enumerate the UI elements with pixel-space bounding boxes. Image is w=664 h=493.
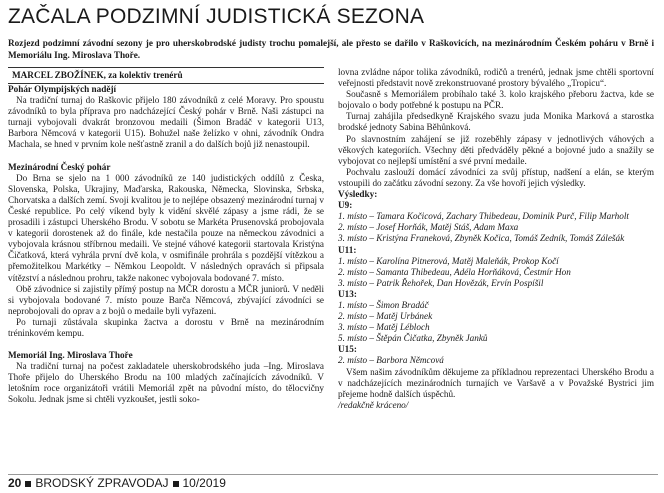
results-line: 1. místo – Šimon Bradáč <box>338 299 429 310</box>
results-line: 3. místo – Patrik Řehořek, Dan Hovězák, Ervín Pospíšil <box>338 277 544 288</box>
paragraph: Pochvalu zaslouží domácí závodníci za svůj přístup, nadšení a elán, se kterým vstoupili do začátku závodní sezony. Za vše hovoří jejich výsledky. <box>338 166 654 188</box>
results-line: 1. místo – Tamara Kočicová, Zachary Thibedeau, Dominik Purč, Filip Marholt <box>338 211 629 222</box>
editor-note: /redakčně kráceno/ <box>338 399 409 410</box>
magazine-name: BRODSKÝ ZPRAVODAJ <box>35 476 169 490</box>
results-line: 3. místo – Kristýna Franeková, Zbyněk Kočica, Tomáš Zedník, Tomáš Zálešák <box>338 233 625 244</box>
section-heading-cesky-pohar: Mezinárodní Český pohár <box>8 161 111 172</box>
results-category: U13: <box>338 288 357 299</box>
paragraph: Na tradiční turnaj na počest zakladatele uherskobrodského juda –Ing. Miroslava Thoře přijelo do Uherského Brodu na 100 mladých začínajících závodníků. V letošním roce organizátoři vrátili Memoriál zpět na původní místo, do tělocvičny Sokolu. Jednak jsme si chtěli vyzkoušet, jestli soko- <box>8 361 324 405</box>
paragraph: Po turnaji zůstávala skupinka žactva a dorostu v Brně na mezinárodním tréninkovém kempu. <box>8 316 324 338</box>
results-line: 1. místo – Karolína Pitnerová, Matěj Maleňák, Prokop Kočí <box>338 255 559 266</box>
results-line: 2. místo – Josef Horňák, Matěj Stáš, Adam Maxa <box>338 222 519 233</box>
page-number: 20 <box>8 476 22 490</box>
spacer <box>8 339 324 350</box>
section-heading-memorial: Memoriál Ing. Miroslava Thoře <box>8 350 133 361</box>
spacer <box>8 151 324 162</box>
results-category: U15: <box>338 344 357 355</box>
author-line: MARCEL ZBOŽÍNEK, za kolektiv trenérů <box>8 67 324 84</box>
right-column <box>338 67 654 411</box>
results-line: 2. místo – Barbora Němcová <box>338 355 444 366</box>
paragraph: Současně s Memoriálem probíhalo také 3. kolo krajského přeboru žactva, kde se bojovalo o body potřebné k postupu na PČR. <box>338 89 654 111</box>
article-lead: Rozjezd podzimní závodní sezony je pro uherskobrodské judisty trochu pomalejší, ale přesto se dařilo v Raškovicích, na mezinárodním Českém poháru v Brně i Memoriálu Ing. Miroslava Thoře. <box>8 38 654 61</box>
page-footer <box>8 474 658 491</box>
article-title: ZAČALA PODZIMNÍ JUDISTICKÁ SEZONA <box>8 5 425 28</box>
paragraph: Všem našim závodníkům děkujeme za příkladnou reprezentaci Uherského Brodu a v nadcházejících mezinárodních turnajích ve Varšavě a v Považské Bystrici jim přejeme hodně dalších úspěchů. <box>338 366 654 399</box>
results-list <box>338 200 654 366</box>
issue-number: 10/2019 <box>182 476 226 490</box>
paragraph: Na tradiční turnaj do Raškovic přijelo 180 závodníků z celé Moravy. Pro spoustu závodníků to byla příprava pro nadcházející Český pohár v Brně. Naši zástupci na turnaji vybojovali dvakrát bronzovou medaili (Šimon Bradáč v kategorii U13, Barbora Němcová v kategorii U15). Bohužel naše želízko v ohni, závodník Ondra Machala, se hned v prvním kole nešťastně zranil a do dalších bojů již nenastoupil. <box>8 95 324 150</box>
results-line: 2. místo – Matěj Urbánek <box>338 311 433 322</box>
paragraph: Turnaj zahájila předsedkyně Krajského svazu juda Monika Marková a starostka brodské jednoty Sabina Běhůnková. <box>338 111 654 133</box>
paragraph: lovna zvládne nápor tolika závodníků, rodičů a trenérů, jednak jsme chtěli sportovní veřejnosti představit nově zrekonstruované prostory bývalého „Tropicu“. <box>338 67 654 89</box>
square-bullet-icon <box>25 481 31 487</box>
results-line: 3. místo – Matěj Lébloch <box>338 322 430 333</box>
paragraph: Obě závodnice si zajistily přímý postup na MČR dorostu a MČR juniorů. V neděli si vybojovala bodované 7. místo pouze Barča Němcová, zbývající závodníci se neprobojovali do oprav a z bojů o medaile byli vyřazeni. <box>8 283 324 316</box>
results-category: U11: <box>338 244 357 255</box>
paragraph: Po slavnostním zahájení se již rozeběhly zápasy v jednotlivých váhových a věkových kategoriích. Všechny děti předváděly pěkné a bojovné judo a snažily se vybojovat co nejlepší umístění a své první medaile. <box>338 133 654 166</box>
paragraph: Do Brna se sjelo na 1 000 závodníků ze 140 judistických oddílů z Česka, Slovenska, Polska, Ukrajiny, Maďarska, Rakouska, Německa, Slovinska, Srbska, Chorvatska a dalších zemí. Svoji kvalitou je to nejlépe obsazený mezinárodní turnaj v České republice. Po celý víkend byly k vidění skvělé zápasy a jsme rádi, že se prosadili i zástupci Uherského Brodu. V sobotu se Markéta Prusenovská probojovala v kategorii dorostenek až do finále, kde nestačila pouze na německou závodnici a vybojovala krásnou stříbrnou medaili. Ve stejné váhové kategorii startovala Kristýna Čičatková, která vyhrála první dvě kola, v osmifinále prohrála s pozdější vítězkou a přemožitelkou Markétky – Němkou Leopoldt. V následných opravách si připsala vítězství a následnou prohru, takže nakonec vybojovala bodované 7. místo. <box>8 172 324 283</box>
results-heading: Výsledky: <box>338 189 378 200</box>
section-heading-pohar: Pohár Olympijských nadějí <box>8 84 117 94</box>
results-line: 5. místo – Štěpán Čičatka, Zbyněk Janků <box>338 333 488 344</box>
left-column <box>8 84 324 406</box>
results-line: 2. místo – Samanta Thibedeau, Adéla Horňáková, Čestmír Hon <box>338 266 571 277</box>
results-category: U9: <box>338 200 353 211</box>
square-bullet-icon <box>173 481 179 487</box>
